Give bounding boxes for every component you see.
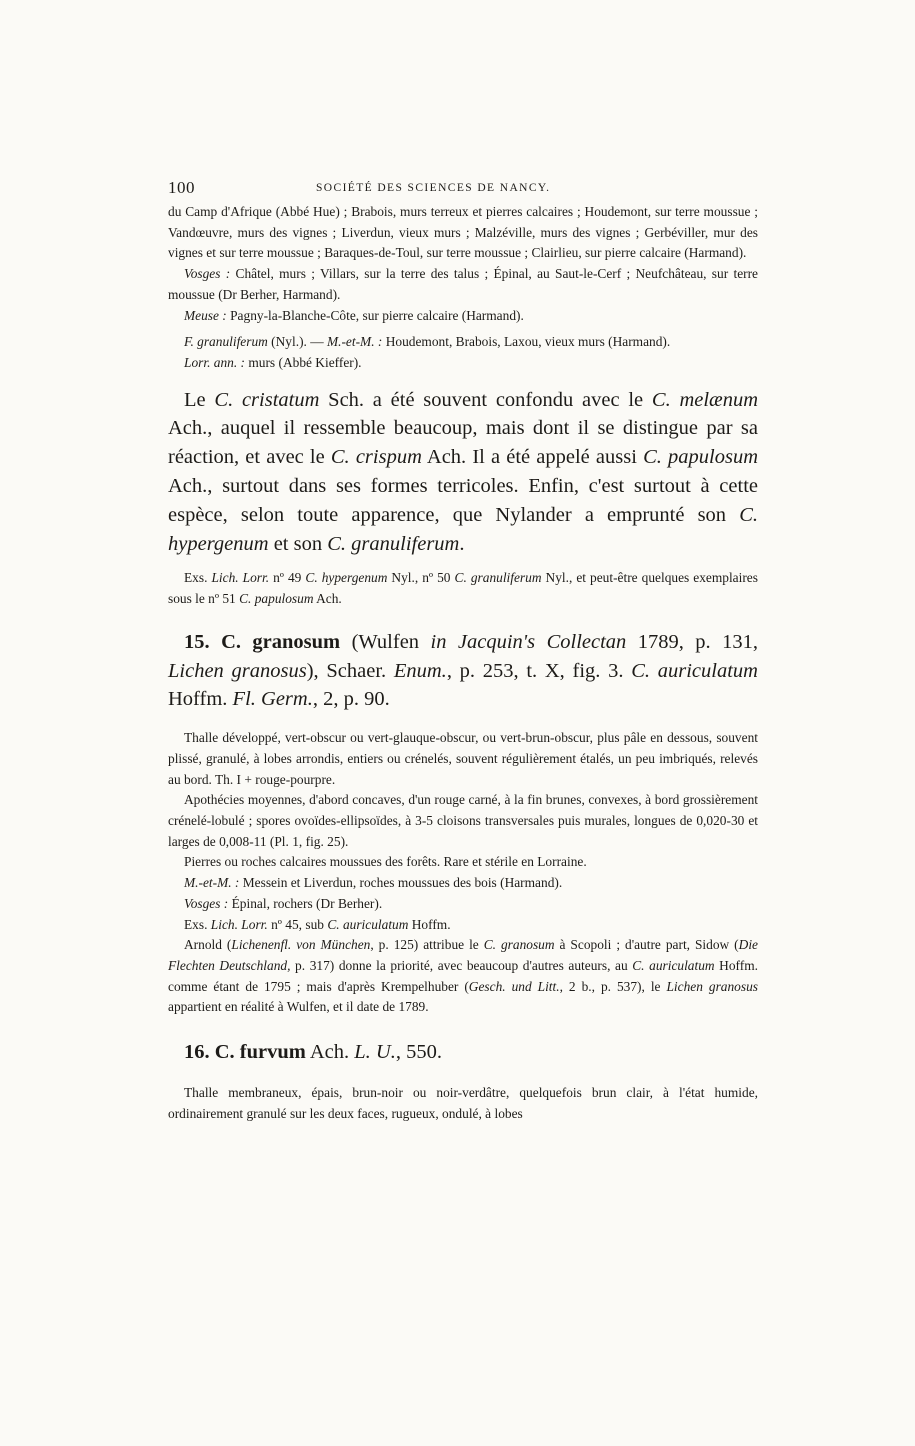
region-label: Vosges : — [184, 266, 231, 282]
thallus-description: Thalle développé, vert-obscur ou vert-glauque-obscur, ou vert-brun-obscur, plus pâle en dessous, souvent plissé, granulé, à lobes arrondis, entiers ou crénelés, souvent régulièrement étalés, un peu imbriqués, relevés au bord. Th. I + rouge-pourpre. — [168, 730, 758, 787]
locality-paragraph: du Camp d'Afrique (Abbé Hue) ; Brabois, murs terreux et pierres calcaires ; Houdemont, sur terre moussue ; Vandœuvre, murs des vignes ; Liverdun, vieux murs ; Malzéville, murs des vignes ; Gerbéviller, mur des vignes et sur terre moussue ; Baraques-de-Toul, sur terre moussue ; Clairlieu, sur pierre calcaire (Harmand). — [168, 204, 758, 261]
running-head: SOCIÉTÉ DES SCIENCES DE NANCY. — [316, 182, 551, 194]
nomenclature-paragraph: Arnold (Lichenenfl. von München, p. 125) attribue le C. granosum à Scopoli ; d'autre part, Sidow (Die Flechten Deutschland, p. 317) donne la priorité, avec beaucoup d'autres auteurs, au C. auriculatum Hoffm. comme étant de 1795 ; mais d'après Krempelhuber (Gesch. und Litt., 2 b., p. 537), le Lichen granosus appartient en réalité à Wulfen, et il date de 1789. — [168, 937, 758, 1015]
thallus-description-16: Thalle membraneux, épais, brun-noir ou noir-verdâtre, quelquefois brun clair, à l'état humide, ordinairement granulé sur les deux faces, rugueux, ondulé, à lobes — [168, 1084, 758, 1121]
vosges-locality-paragraph: Vosges : Épinal, rochers (Dr Berher). — [184, 895, 383, 911]
apothecia-description: Apothécies moyennes, d'abord concaves, d'un rouge carné, à la fin brunes, convexes, à bord grossièrement crénelé-lobulé ; spores ovoïdes-ellipsoïdes, à 3-5 cloisons transversales puis murales, longues de 0,020-30 et larges de 0,008-11 (Pl. 1, fig. 25). — [168, 792, 758, 849]
page-content — [168, 172, 758, 1124]
page-header — [168, 172, 758, 202]
lorraine-paragraph: Lorr. ann. : murs (Abbé Kieffer). — [184, 354, 362, 370]
discussion-paragraph: Le C. cristatum Sch. a été souvent confondu avec le C. melænum Ach., auquel il ressemble beaucoup, mais dont il se distingue par sa réaction, et avec le C. crispum Ach. Il a été appelé aussi C. papulosum Ach., surtout dans ses formes terricoles. Enfin, c'est surtout à cette espèce, selon toute apparence, que Nylander a emprunté son C. hypergenum et son C. granuliferum. — [168, 388, 759, 555]
region-label: Meuse : — [184, 307, 227, 323]
habitat-paragraph: Pierres ou roches calcaires moussues des forêts. Rare et stérile en Lorraine. — [184, 854, 587, 870]
vosges-paragraph: Vosges : Châtel, murs ; Villars, sur la terre des talus ; Épinal, au Saut-le-Cerf ; Neufchâteau, sur terre moussue (Dr Berher, Harmand). — [168, 266, 759, 302]
mem-locality-paragraph: M.-et-M. : Messein et Liverdun, roches moussues des bois (Harmand). — [184, 875, 563, 891]
variety-paragraph: F. granuliferum (Nyl.). — M.-et-M. : Houdemont, Brabois, Laxou, vieux murs (Harmand). — [184, 334, 671, 350]
exsiccata-paragraph: Exs. Lich. Lorr. nº 49 C. hypergenum Nyl., nº 50 C. granuliferum Nyl., et peut-être quelques exemplaires sous le nº 51 C. papulosum Ach. — [168, 570, 758, 607]
species-heading-16: 16. C. furvum Ach. L. U., 550. — [184, 1041, 442, 1064]
page-number: 100 — [168, 178, 195, 197]
species-heading-15: 15. C. granosum (Wulfen in Jacquin's Collectan 1789, p. 131, Lichen granosus), Schaer. Enum., p. 253, t. X, fig. 3. C. auriculatum Hoffm. Fl. Germ., 2, p. 90. — [168, 630, 758, 711]
exsiccata-paragraph-15: Exs. Lich. Lorr. nº 45, sub C. auriculatum Hoffm. — [184, 916, 451, 932]
meuse-paragraph: Meuse : Pagny-la-Blanche-Côte, sur pierre calcaire (Harmand). — [184, 307, 524, 323]
